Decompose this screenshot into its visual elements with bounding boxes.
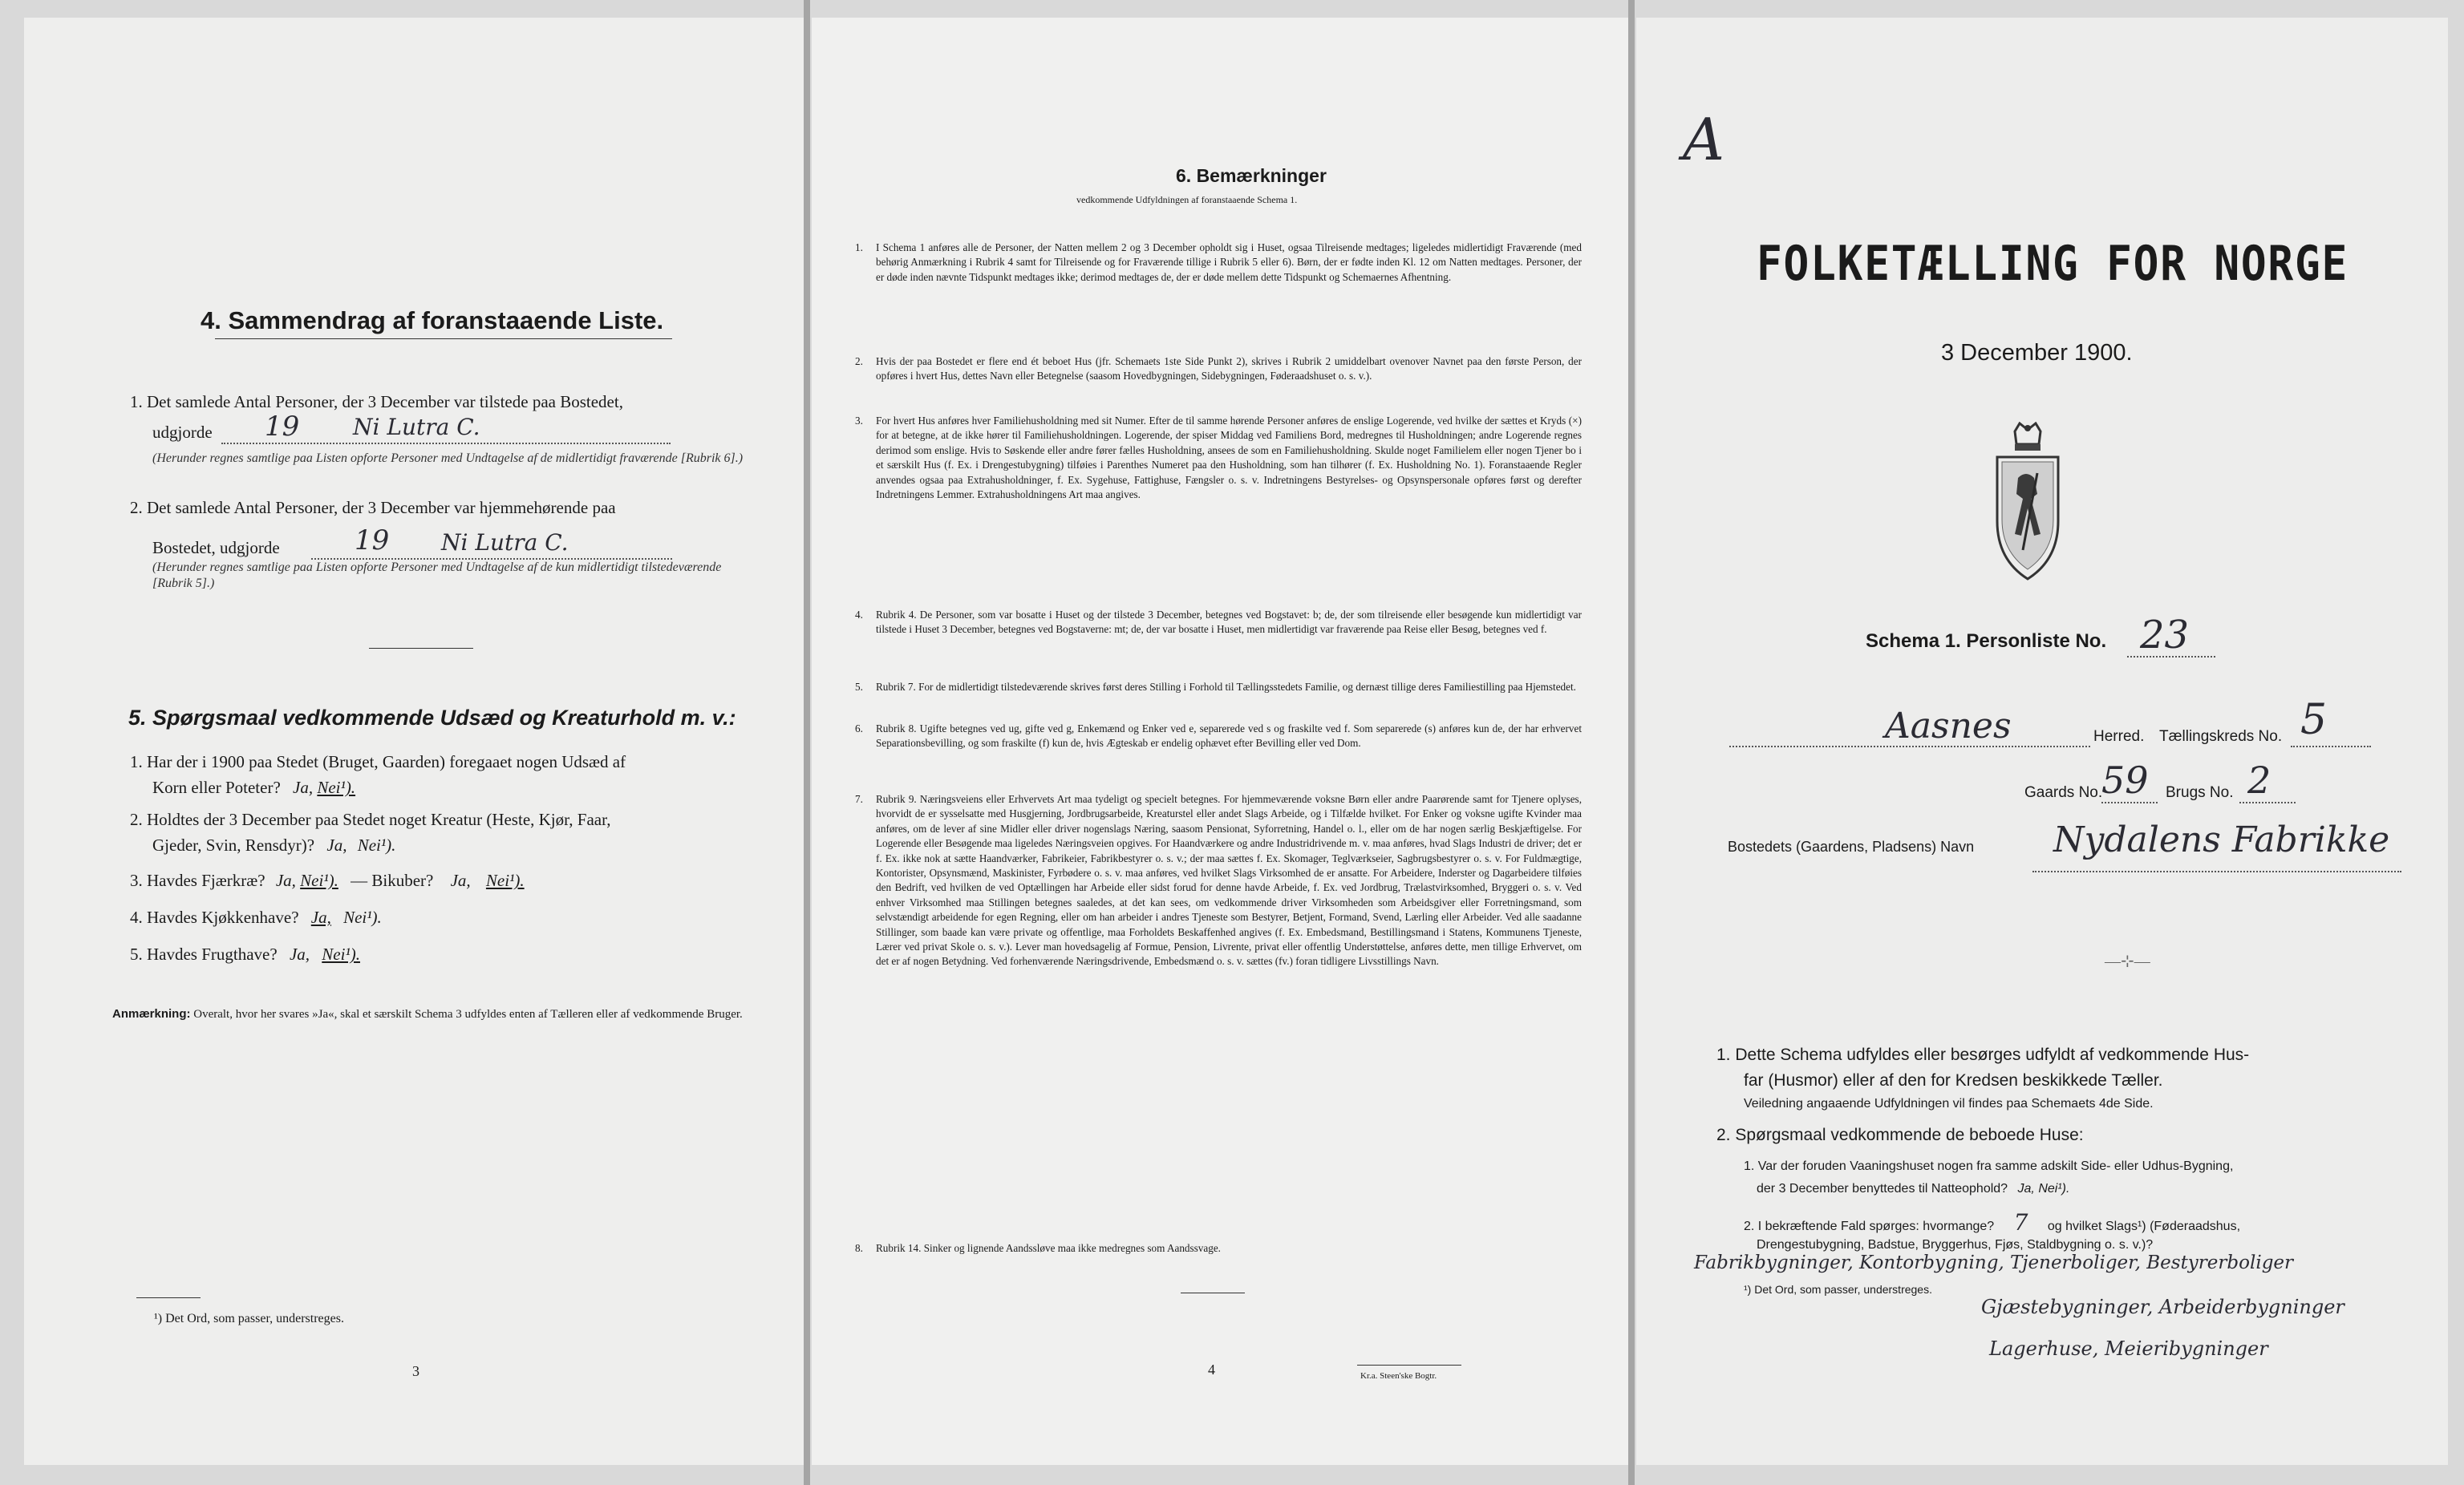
remark-text: Rubrik 7. For de midlertidigt tilstedeværende skrives først deres Stilling i Forhold til Tællingsstedets Familie, og dernæst tillige deres Familiestilling paa Hjemstedet. [876, 681, 1576, 693]
summary-q1-note: (Herunder regnes samtlige paa Listen opforte Personer med Undtagelse af de midlertidigt fraværende [Rubrik 6].) [152, 451, 744, 465]
remark-number: 8. [855, 1242, 863, 1254]
instruction-2-2-text: 2. I bekræftende Fald spørges: hvormange? [1744, 1220, 1995, 1233]
instruction-2-1-cont [1757, 1179, 2069, 1200]
question-1-text: Korn eller Poteter? [152, 778, 281, 797]
divider [369, 648, 473, 649]
instruction-2-2 [1744, 1209, 2241, 1237]
footnote: ¹) Det Ord, som passer, understreges. [1744, 1283, 1932, 1296]
herred-name: Aasnes [1885, 706, 2012, 747]
remark-number: 5. [855, 681, 863, 693]
instruction-2-1-text: der 3 December benyttedes til Natteophold? [1757, 1182, 2008, 1196]
schema-label: Schema 1. Personliste No. [1866, 630, 2107, 652]
brugs-number: 2 [2247, 759, 2272, 802]
remark-number: 7. [855, 793, 863, 805]
gutter [1628, 0, 1635, 1485]
anmaerkning-label: Anmærkning: [112, 1007, 191, 1021]
instruction-1-cont: far (Husmor) eller af den for Kredsen beskikkede Tæller. [1744, 1071, 2163, 1090]
brugs-label: Brugs No. [2166, 784, 2234, 801]
corner-mark: A [1683, 106, 1724, 173]
instruction-2-2-cont: Drengestubygning, Badstue, Bryggerhus, Fjøs, Staldbygning o. s. v.)? [1757, 1238, 2154, 1252]
page-number: 4 [1208, 1362, 1215, 1378]
gaards-label: Gaards No. [2024, 784, 2103, 801]
remarks-title: 6. Bemærkninger [1176, 165, 1327, 186]
remark-item [855, 1241, 1582, 1256]
answer-ja: Ja, [310, 908, 331, 927]
building-count: 7 [2013, 1209, 2028, 1236]
q2-handwritten: Ni Lutra C. [441, 529, 569, 556]
instruction-2-2-text-b: og hvilket Slags¹) (Føderaadshus, [2047, 1220, 2241, 1233]
anmaerkning [112, 1006, 762, 1023]
printer-rule [1357, 1365, 1461, 1366]
instruction-1-guide: Veiledning angaaende Udfyldningen vil findes paa Schemaets 4de Side. [1744, 1097, 2154, 1111]
norwegian-coat-of-arms-icon [1991, 422, 2065, 582]
question-4-text: 4. Havdes Kjøkkenhave? [130, 908, 299, 927]
remark-number: 3. [855, 415, 863, 427]
answer-nei: Nei¹). [343, 908, 382, 927]
handwritten-buildings-1: Fabrikbygninger, Kontorbygning, Tjenerboliger, Bestyrerboliger [1694, 1252, 2294, 1273]
q1-handwritten: Ni Lutra C. [353, 414, 480, 440]
bosted-label: Bostedets (Gaardens, Pladsens) Navn [1728, 839, 1975, 855]
footnote-rule [136, 1297, 201, 1298]
question-3-text: 3. Havdes Fjærkræ? [130, 871, 265, 890]
question-3b-text: — Bikuber? [351, 871, 434, 890]
answer-nei: Nei¹). [317, 778, 356, 797]
herred-label: Herred. [2093, 728, 2145, 745]
handwritten-buildings-2: Gjæstebygninger, Arbeiderbygninger [1981, 1296, 2344, 1318]
question-5-text: 5. Havdes Frugthave? [130, 945, 278, 964]
question-3 [130, 868, 525, 893]
summary-q1: 1. Det samlede Antal Personer, der 3 December var tilstede paa Bostedet, [130, 392, 623, 411]
instruction-1: 1. Dette Schema udfyldes eller besørges udfyldt af vedkommende Hus- [1716, 1046, 2250, 1064]
answer-ja: Ja, [450, 871, 471, 890]
remark-text: Rubrik 14. Sinker og lignende Aandssløve maa ikke medregnes som Aandssvage. [876, 1242, 1221, 1254]
remark-item [855, 680, 1582, 694]
document-title: FOLKETÆLLING FOR NORGE [1757, 236, 2349, 292]
remark-item [855, 414, 1582, 502]
dotted-line [221, 443, 671, 444]
page-3 [24, 18, 804, 1465]
answer-ja: Ja, [326, 836, 347, 855]
remark-text: Rubrik 4. De Personer, som var bosatte i Huset og der tilstede 3 December, betegnes ved Bogstavet: b; de, der som tilreisende eller besøgende kun midlertidigt var tilstede i Huset 3 December, betegnes ved Bogstaverne: mt; de, der var bosatte i Huset, men midlertidigt var fraværende paa Reise eller Besøg, betegnes ved f. [876, 609, 1582, 636]
q1-count: 19 [265, 411, 300, 443]
remark-item [855, 792, 1582, 969]
kreds-number: 5 [2300, 696, 2328, 744]
question-1-line2 [152, 775, 355, 800]
question-4 [130, 904, 382, 930]
remark-item [855, 608, 1582, 637]
answer-ja: Ja, [289, 945, 310, 964]
question-1-line1: 1. Har der i 1900 paa Stedet (Bruget, Gaarden) foregaaet nogen Udsæd af [130, 752, 626, 771]
answer-ja: Ja, [293, 778, 314, 797]
answer-ja: Ja, [275, 871, 296, 890]
question-5 [130, 941, 360, 967]
summary-q1-udgjorde: udgjorde [152, 423, 213, 442]
summary-q2-note: (Herunder regnes samtlige paa Listen opforte Personer med Undtagelse af de kun midlertidigt tilstedeværende [Rubrik 5].) [152, 560, 722, 590]
remark-text: Rubrik 9. Næringsveiens eller Erhvervets Art maa tydeligt og specielt betegnes. For hjemmeværende voksne Børn eller andre Paarørende samt for Tjenere oplyses, hvorvidt de er sysselsatte med Husgjerning, Jordbrugsarbeide, Kreaturstel eller andet Slags Arbeide, og i Tilfælde hvilket. For Enker og voksne ugifte Kvinder maa anføres, om de lever af sine Midler eller driver nogenslags Næring, saasom Pensionat, Syforretning, Handel o. l., eller om de har nogen særlig Beskjæftigelse. For Logerende eller Besøgende maa ligeledes Næringsveien opgives. For Haandværkere og andre Industridrivende m. v. maa anføres, hvad Slags Industri de driver; det er f. Ex. ikke nok at sætte Haandværker, Fabrikeier, Fabrikbestyrer o. s. v.; der maa sættes f. Ex. Skomager, Teglværkseier, Sagbrugsbestyrer o. s. v. For Fuldmægtige, Kontorister, Opsynsmænd, Maskinister, Fyrbødere o. s. v. maa anføres, ved hvilket Slags Virksomhed de er ansatte. For Arbeidere, Inderster og Dagarbeidere tilføies den Bedrift, ved hvilken de ved Optællingen har Arbeide eller sidst forud for denne havde Arbeide, f. Ex. ved Jordbrug, Trælastvirksomhed, Bryggeri o. s. v. Ved enhver Virksomhed maa Stillingen betegnes saaledes, at det kan sees, om vedkommende driver Virksomheden som Arbeidsgiver eller Forretningsmand, som selvstændigt arbeidende for egen Regning, eller om han arbeider i andres Tjeneste som Bestyrer, Betjent, Formand, Svend, Lærling eller Arbeider. Ved alle saadanne Stillinger, som baade kan være private og offentlige, maa Forholdets Beskaffenhed angives (f. Ex. Embedsmand, Bestillingsmand i Statens, Kommunens Tjeneste, Lærer ved privat Skole o. s. v.). Lever man hovedsagelig af Formue, Pension, Livrente, privat eller offentlig Understøttelse, anføres dette, men tillige Erhvervet, om det er af nogen Betydning. Ved forhenværende Næringsdrivende, Embedsmænd o. s. v. sættes (fv.) foran tidligere Livsstillings Navn. [876, 793, 1582, 968]
question-2-line1: 2. Holdtes der 3 December paa Stedet noget Kreatur (Heste, Kjør, Faar, [130, 810, 611, 829]
summary-q2: 2. Det samlede Antal Personer, der 3 December var hjemmehørende paa [130, 498, 616, 517]
bosted-name: Nydalens Fabrikke [2053, 819, 2390, 860]
page-number: 3 [412, 1363, 419, 1379]
title-underline [215, 338, 672, 339]
remark-item [855, 354, 1582, 384]
remark-number: 2. [855, 355, 863, 367]
dotted-line [2101, 802, 2158, 803]
question-2-text: Gjeder, Svin, Rensdyr)? [152, 836, 315, 855]
section-5-title: 5. Spørgsmaal vedkommende Udsæd og Kreaturhold m. v.: [128, 706, 736, 730]
personliste-number: 23 [2140, 613, 2190, 658]
question-2-line2 [152, 832, 395, 858]
footnote: ¹) Det Ord, som passer, understreges. [154, 1312, 344, 1325]
section-4-title: 4. Sammendrag af foranstaaende Liste. [201, 306, 664, 334]
remark-text: Hvis der paa Bostedet er flere end ét beboet Hus (jfr. Schemaets 1ste Side Punkt 2), skrives i Rubrik 2 umiddelbart ovenover Navnet paa den første Person, der opføres i hvert Hus, dettes Navn eller Betegnelse (saasom Hovedbygningen, Sidebygningen, Føderaadshuset o. s. v.). [876, 355, 1582, 382]
remark-number: 6. [855, 722, 863, 734]
printer-credit: Kr.a. Steen'ske Bogtr. [1360, 1371, 1437, 1381]
remark-text: Rubrik 8. Ugifte betegnes ved ug, gifte ved g, Enkemænd og Enker ved e, separerede ved s og fraskilte ved f. Som separerede (s) anføres kun de, der har erhvervet Separationsbevilling, og som fraskilte (f) kun de, hvis Ægteskab er endelig ophævet efter Bevilling eller ved Dom. [876, 722, 1582, 750]
instruction-2: 2. Spørgsmaal vedkommende de beboede Huse: [1716, 1126, 2084, 1144]
remark-item [855, 241, 1582, 285]
instruction-2-1: 1. Var der foruden Vaaningshuset nogen fra samme adskilt Side- eller Udhus-Bygning, [1744, 1159, 2234, 1173]
kreds-label: Tællingskreds No. [2159, 728, 2283, 745]
summary-q2-bostedet: Bostedet, udgjorde [152, 538, 280, 557]
answer-nei: Nei¹). [485, 871, 525, 890]
remarks-subtitle: vedkommende Udfyldningen af foranstaaende Schema 1. [1076, 194, 1298, 205]
remark-text: I Schema 1 anføres alle de Personer, der Natten mellem 2 og 3 December opholdt sig i Huset, ogsaa Tilreisende medtages; ligeledes midlertidigt Fraværende (med behørig Anmærkning i Rubrik 4 samt for Tilreisende og for Fraværende tillige i Rubrik 5 eller 6). Børn, der er fødte inden Kl. 12 om Natten medtages. Personer, der er døde inden nævnte Tidspunkt medtages ikke; derimod medtages de, der er døde mellem dette Tidspunkt og Schemaernes Afhentning. [876, 241, 1582, 283]
dotted-line [2032, 871, 2401, 872]
ornament: —⊹— [2105, 953, 2150, 970]
dotted-line [2239, 802, 2296, 803]
page-1 [1636, 18, 2448, 1465]
remark-number: 4. [855, 609, 863, 621]
answer-nei: Nei¹). [300, 871, 338, 890]
handwritten-buildings-3: Lagerhuse, Meieribygninger [1989, 1337, 2268, 1360]
page-4 [812, 18, 1628, 1465]
ja-nei-options: Ja, Nei¹). [2017, 1182, 2070, 1196]
gutter [804, 0, 810, 1485]
remark-text: For hvert Hus anføres hver Familiehusholdning med sit Numer. Efter de til samme hørende Personer anføres de enslige Logerende, ved hvilke der sættes et Kryds (×) for at betegne, at de ikke hører til Familiehusholdningen. Logerende, der spiser Middag ved Familiens Bord, medregnes til Husholdningen; andre Logerende regnes derimod som enslige. Hvis to Søskende eller andre fører fælles Husholdning, ansees de som en Familiehusholdning. Skulde noget Familielem eller nogen Tjener bo i et særskilt Hus (f. Ex. i Drengestubygning) tilføies i Parenthes Numeret paa den Husholdning, som han tilhører (f. Ex. Husholdning No. 1). Foranstaaende Regler anvendes ogsaa paa Extrahusholdninger, f. Ex. Sygehuse, Fattighuse, Fængsler o. s. v. Indretningens Bestyrelses- og Opsynspersonale opføres først og derefter Indretningens Lemmer. Extrahusholdningens Art maa angives. [876, 415, 1582, 501]
remark-number: 1. [855, 241, 863, 253]
anmaerkning-text: Overalt, hvor her svares »Ja«, skal et særskilt Schema 3 udfyldes enten af Tælleren eller af vedkommende Bruger. [193, 1008, 743, 1021]
gaards-number: 59 [2101, 759, 2149, 802]
answer-nei: Nei¹). [357, 836, 396, 855]
census-date: 3 December 1900. [1941, 340, 2133, 366]
remark-item [855, 722, 1582, 751]
dotted-line [2291, 746, 2371, 747]
q2-count: 19 [355, 524, 390, 556]
answer-nei: Nei¹). [322, 945, 360, 964]
